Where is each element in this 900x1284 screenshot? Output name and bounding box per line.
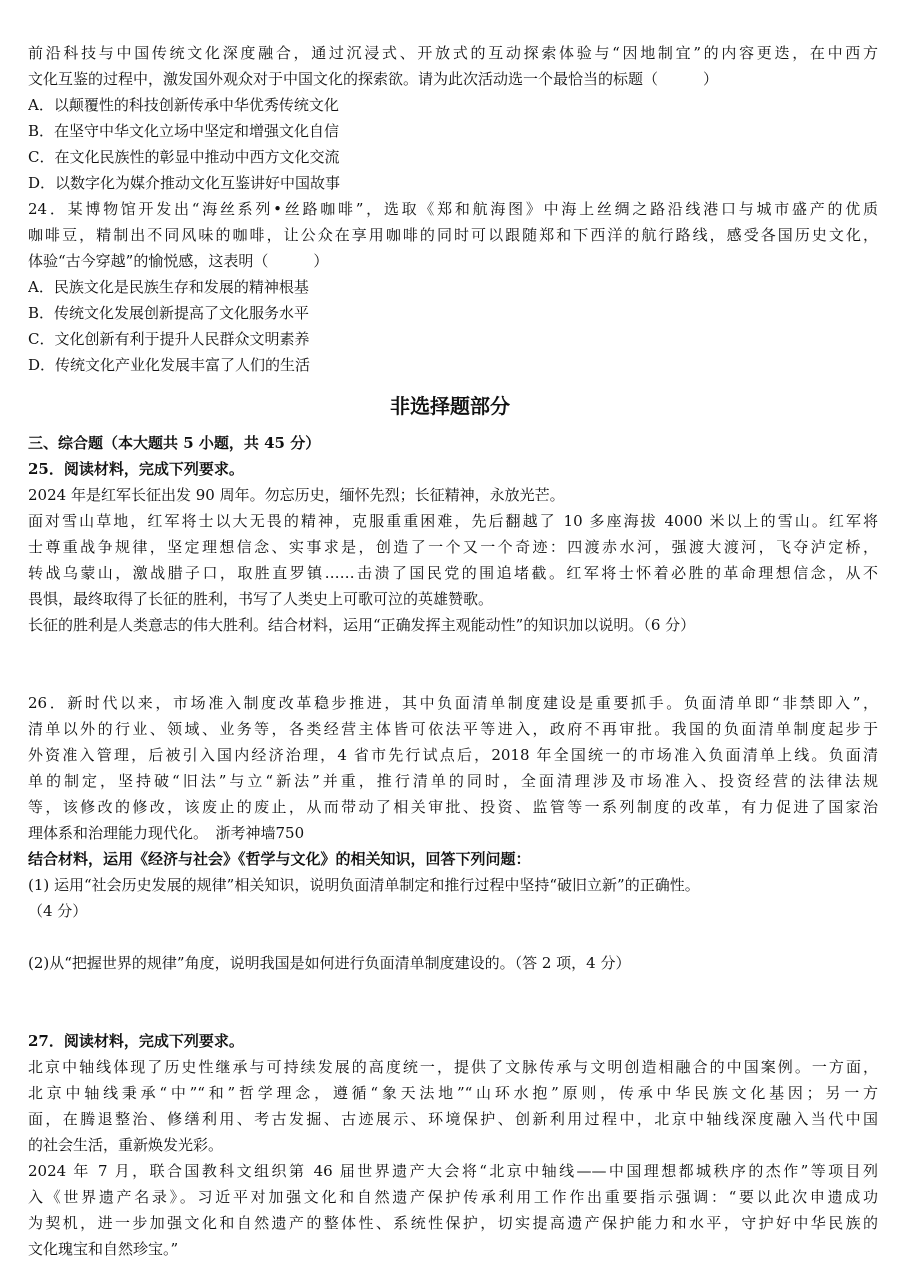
q24-option-c: C．文化创新有利于提升人民群众文明素养 [28,330,310,348]
q27-title: 27．阅读材料，完成下列要求。 [28,1032,244,1050]
q27-line-8: 文化瑰宝和自然珍宝。” [28,1240,179,1258]
q26-sub1-line-1: (1) 运用“社会历史发展的规律”相关知识，说明负面清单制定和推行过程中坚持“破旧立新”的正确性。 [28,876,700,894]
q23-option-a: A．以颠覆性的科技创新传承中华优秀传统文化 [28,96,339,114]
q23-stem-line-1: 前沿科技与中国传统文化深度融合，通过沉浸式、开放式的互动探索体验与“因地制宜”的内容更迭，在中西方 [28,44,878,62]
q27-line-6: 入《世界遗产名录》。习近平对加强文化和自然遗产保护传承利用工作作出重要指示强调：“要以此次申遗成功 [28,1188,878,1206]
q24-option-b: B．传统文化发展创新提高了文化服务水平 [28,304,310,322]
q23-option-d: D．以数字化为媒介推动文化互鉴讲好中国故事 [28,174,341,192]
q27-line-3: 面，在腾退整治、修缮利用、考古发掘、古迹展示、环境保护、创新利用过程中，北京中轴线深度融入当代中国 [28,1110,878,1128]
q27-line-5: 2024 年 7 月，联合国教科文组织第 46 届世界遗产大会将“北京中轴线——中国理想都城秩序的杰作”等项目列 [28,1162,878,1180]
q25-line-1: 2024 年是红军长征出发 90 周年。勿忘历史，缅怀先烈；长征精神，永放光芒。 [28,486,565,504]
q26-line-6: 理体系和治理能力现代化。 浙考神墙750 [28,824,305,842]
q26-line-4: 单的制定，坚持破“旧法”与立“新法”并重，推行清单的同时，全面清理涉及市场准入、投资经营的法律法规 [28,772,878,790]
q24-stem-line-2: 咖啡豆，精制出不同风味的咖啡，让公众在享用咖啡的同时可以跟随郑和下西洋的航行路线，感受各国历史文化， [28,226,878,244]
q26-line-1: 26．新时代以来，市场准入制度改革稳步推进，其中负面清单制度建设是重要抓手。负面清单即“非禁即入”， [28,694,878,712]
q25-line-2: 面对雪山草地，红军将士以大无畏的精神，克服重重困难，先后翻越了 10 多座海拔 4000 米以上的雪山。红军将 [28,512,878,530]
section-intro: 三、综合题（本大题共 5 小题，共 45 分） [28,434,321,452]
q26-sub2: (2)从“把握世界的规律”角度，说明我国是如何进行负面清单制度建设的。（答 2 项，4 分） [28,954,631,972]
q27-line-7: 为契机，进一步加强文化和自然遗产的整体性、系统性保护，切实提高遗产保护能力和水平，守护好中华民族的 [28,1214,878,1232]
q25-question: 长征的胜利是人类意志的伟大胜利。结合材料，运用“正确发挥主观能动性”的知识加以说明。（6 分） [28,616,696,634]
q26-line-2: 清单以外的行业、领域、业务等，各类经营主体皆可依法平等进入，政府不再审批。我国的负面清单制度起步于 [28,720,878,738]
q23-stem-line-2: 文化互鉴的过程中，激发国外观众对于中国文化的探索欲。请为此次活动选一个最恰当的标题（ ） [28,70,719,88]
q25-line-3: 士尊重战争规律，坚定理想信念、实事求是，创造了一个又一个奇迹：四渡赤水河，强渡大渡河，飞夺泸定桥， [28,538,878,556]
q27-line-1: 北京中轴线体现了历史性继承与可持续发展的高度统一，提供了文脉传承与文明创造相融合的中国案例。一方面， [28,1058,878,1076]
q23-option-c: C．在文化民族性的彰显中推动中西方文化交流 [28,148,340,166]
q26-instruction: 结合材料，运用《经济与社会》《哲学与文化》的相关知识，回答下列问题： [28,850,531,868]
q24-option-d: D．传统文化产业化发展丰富了人们的生活 [28,356,311,374]
q24-stem-line-1: 24．某博物馆开发出“海丝系列•丝路咖啡”，选取《郑和航海图》中海上丝绸之路沿线港口与城市盛产的优质 [28,200,878,218]
q24-stem-line-3: 体验“古今穿越”的愉悦感，这表明（ ） [28,252,329,270]
q24-option-a: A．民族文化是民族生存和发展的精神根基 [28,278,309,296]
q26-line-5: 等，该修改的修改，该废止的废止，从而带动了相关审批、投资、监管等一系列制度的改革，有力促进了国家治 [28,798,878,816]
q23-option-b: B．在坚守中华文化立场中坚定和增强文化自信 [28,122,340,140]
q26-line-3: 外资准入管理，后被引入国内经济治理，4 省市先行试点后，2018 年全国统一的市场准入负面清单上线。负面清 [28,746,878,764]
q25-title: 25．阅读材料，完成下列要求。 [28,460,244,478]
q26-sub1-line-2: （4 分） [28,902,88,920]
q25-line-4: 转战乌蒙山，激战腊子口，取胜直罗镇……击溃了国民党的围追堵截。红军将士怀着必胜的革命理想信念，从不 [28,564,878,582]
q27-line-2: 北京中轴线秉承“中”“和”哲学理念，遵循“象天法地”“山环水抱”原则，传承中华民族文化基因；另一方 [28,1084,878,1102]
q25-line-5: 畏惧，最终取得了长征的胜利，书写了人类史上可歌可泣的英雄赞歌。 [28,590,494,608]
section-title: 非选择题部分 [390,394,510,418]
q27-line-4: 的社会生活，重新焕发光彩。 [28,1136,224,1154]
